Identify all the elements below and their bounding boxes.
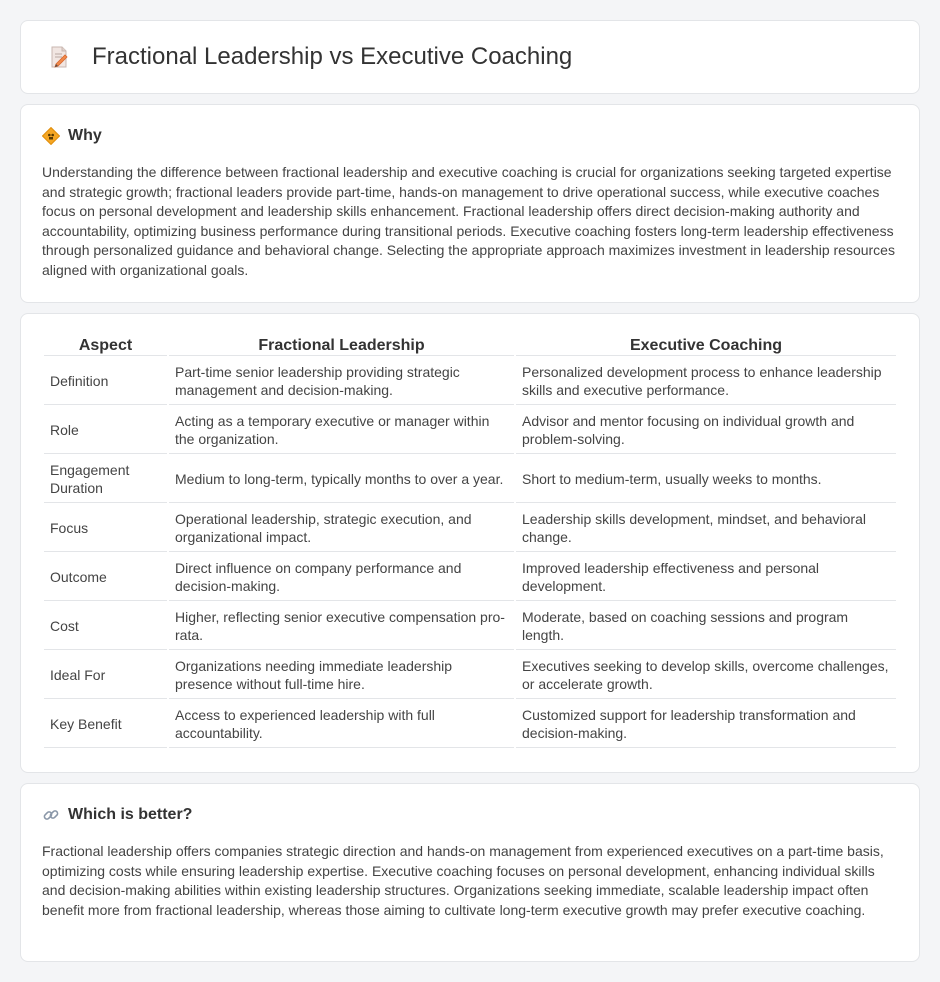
diamond-sign-icon [42,127,60,145]
row-aspect: Focus [44,503,167,552]
row-coaching: Moderate, based on coaching sessions and program length. [516,601,896,650]
table-row [44,552,896,601]
row-aspect: Engagement Duration [44,454,167,503]
row-coaching: Advisor and mentor focusing on individual growth and problem-solving. [516,405,896,454]
why-heading [42,127,898,145]
row-fractional: Acting as a temporary executive or manager within the organization. [169,405,514,454]
row-coaching: Personalized development process to enhance leadership skills and executive performance. [516,356,896,405]
row-coaching: Executives seeking to develop skills, overcome challenges, or accelerate growth. [516,650,896,699]
row-fractional: Organizations needing immediate leadership presence without full-time hire. [169,650,514,699]
table-row [44,601,896,650]
row-aspect: Cost [44,601,167,650]
row-aspect: Outcome [44,552,167,601]
page-title: Fractional Leadership vs Executive Coaching [92,43,573,70]
table-row [44,699,896,748]
row-fractional: Operational leadership, strategic execution, and organizational impact. [169,503,514,552]
comparison-table [42,334,898,748]
table-row [44,650,896,699]
table-row [44,503,896,552]
row-aspect: Key Benefit [44,699,167,748]
row-coaching: Leadership skills development, mindset, and behavioral change. [516,503,896,552]
comparison-section [20,313,920,773]
row-fractional: Access to experienced leadership with full accountability. [169,699,514,748]
header-aspect: Aspect [44,334,167,356]
which-heading [42,806,898,824]
why-section [20,104,920,303]
header-card [20,20,920,94]
row-fractional: Direct influence on company performance and decision-making. [169,552,514,601]
header-fractional-leadership: Fractional Leadership [169,334,514,356]
table-row [44,454,896,503]
why-paragraph: Understanding the difference between fractional leadership and executive coaching is crucial for organizations seeking targeted expertise and strategic growth; fractional leaders provide part-time, hands-on management to drive operational success, while executive coaches focus on personal development and leadership skills enhancement. Fractional leadership offers direct decision-making authority and accountability, optimizing business performance during transitional periods. Executive coaching fosters long-term leadership effectiveness through personalized guidance and behavioral change. Selecting the appropriate approach maximizes investment in leadership resources aligned with organizational goals. [42,164,895,278]
table-header-row [44,334,896,356]
row-aspect: Definition [44,356,167,405]
row-fractional: Part-time senior leadership providing strategic management and decision-making. [169,356,514,405]
row-coaching: Customized support for leadership transformation and decision-making. [516,699,896,748]
which-paragraph: Fractional leadership offers companies strategic direction and hands-on management from experienced executives on a part-time basis, optimizing costs while ensuring leadership expertise. Executive coaching focuses on personal development, enhancing individual skills and decision-making abilities within existing leadership structures. Organizations seeking immediate, scalable leadership impact often benefit more from fractional leadership, whereas those aiming to cultivate long-term executive growth may prefer executive coaching. [42,843,884,918]
row-coaching: Short to medium-term, usually weeks to months. [516,454,896,503]
row-aspect: Ideal For [44,650,167,699]
row-aspect: Role [44,405,167,454]
table-row [44,356,896,405]
which-section [20,783,920,962]
row-coaching: Improved leadership effectiveness and personal development. [516,552,896,601]
why-title: Why [68,127,102,144]
which-title: Which is better? [68,806,193,823]
document-pencil-icon [47,45,71,69]
row-fractional: Higher, reflecting senior executive compensation pro-rata. [169,601,514,650]
row-fractional: Medium to long-term, typically months to over a year. [169,454,514,503]
link-icon [42,806,60,824]
table-row [44,405,896,454]
header-executive-coaching: Executive Coaching [516,334,896,356]
